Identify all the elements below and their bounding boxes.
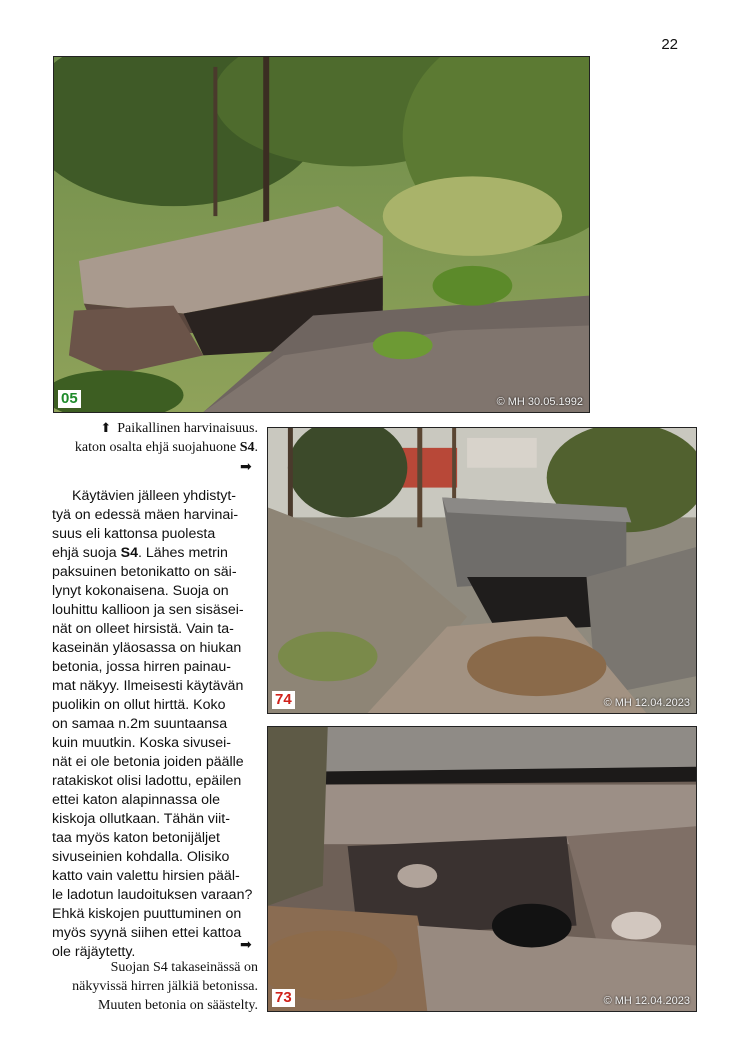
photo-74-image [268, 428, 696, 713]
body-line: le ladotun laudoituksen varaan? [52, 887, 253, 903]
body-line: kiskoja ollutkaan. Tähän viit- [52, 811, 230, 827]
caption-line-2: näkyvissä hirren jälkiä betonissa. [72, 979, 258, 994]
page-number: 22 [661, 36, 678, 53]
body-line: tyä on edessä mäen harvinai- [52, 507, 239, 523]
body-line: katto vain valettu hirsien pääl- [52, 868, 240, 884]
body-line: Ehkä kiskojen puuttuminen on [52, 906, 242, 922]
caption-line-1: Suojan S4 takaseinässä on [110, 960, 258, 975]
photo-05-image [54, 57, 589, 412]
body-line: ettei katon alapinnassa ole [52, 792, 221, 808]
caption-line-3: Muuten betonia on säästelty. [97, 998, 258, 1013]
photo-credit: © MH 12.04.2023 [603, 697, 690, 709]
body-line: nät ei ole betonia joiden päälle [52, 754, 244, 770]
photo-74-bunker-exterior [267, 427, 697, 714]
arrow-right-icon: ➡ [240, 937, 252, 953]
body-line: lynyt kokonaisena. Suoja on [52, 583, 229, 599]
body-line: puolikin on ollut hirttä. Koko [52, 697, 226, 713]
photo-number-label: 73 [272, 989, 295, 1007]
body-text [52, 487, 260, 962]
body-line: nät on olleet hirsistä. Vain ta- [52, 621, 234, 637]
body-line: on samaa n.2m suuntaansa [52, 716, 228, 732]
body-line: myös syynä siihen ettei kattoa [52, 925, 242, 941]
caption-photo-05 [52, 419, 258, 457]
photo-number-label: 05 [58, 390, 81, 408]
caption-line-2-post: . [254, 440, 258, 455]
body-line: kuin muutkin. Koska sivusei- [52, 735, 231, 751]
body-line: kaseinän yläosassa on hiukan [52, 640, 242, 656]
photo-credit: © MH 12.04.2023 [603, 995, 690, 1007]
body-line: ole räjäytetty. [52, 944, 136, 960]
caption-photo-73 [52, 958, 258, 1015]
body-line: paksuinen betonikatto on säi- [52, 564, 237, 580]
body-line: taa myös katon betonijäljet [52, 830, 220, 846]
photo-number-label: 74 [272, 691, 295, 709]
body-line: ehjä suoja S4. Lähes metrin [52, 545, 228, 561]
photo-73-bunker-interior [267, 726, 697, 1012]
caption-line-2-bold: S4 [239, 440, 255, 455]
photo-credit: © MH 30.05.1992 [496, 396, 583, 408]
body-line: mat näkyy. Ilmeisesti käytävän [52, 678, 244, 694]
arrow-up-icon: ⬆ [100, 421, 112, 436]
body-line: louhittu kallioon ja sen sisäsei- [52, 602, 244, 618]
photo-05-bunker-forest [53, 56, 590, 413]
caption-line-1: Paikallinen harvinaisuus. [117, 421, 258, 436]
caption-line-2-pre: katon osalta ehjä suojahuone [74, 440, 240, 455]
photo-73-image [268, 727, 696, 1011]
body-line: ratakiskot olisi ladottu, epäilen [52, 773, 242, 789]
body-line: betonia, jossa hirren painau- [52, 659, 232, 675]
arrow-right-icon: ➡ [240, 459, 252, 475]
body-line: sivuseinien kohdalla. Olisiko [52, 849, 230, 865]
body-paragraph [52, 487, 260, 962]
body-line: Käytävien jälleen yhdistyt- [72, 488, 237, 504]
body-line: suus eli kattonsa puolesta [52, 526, 216, 542]
